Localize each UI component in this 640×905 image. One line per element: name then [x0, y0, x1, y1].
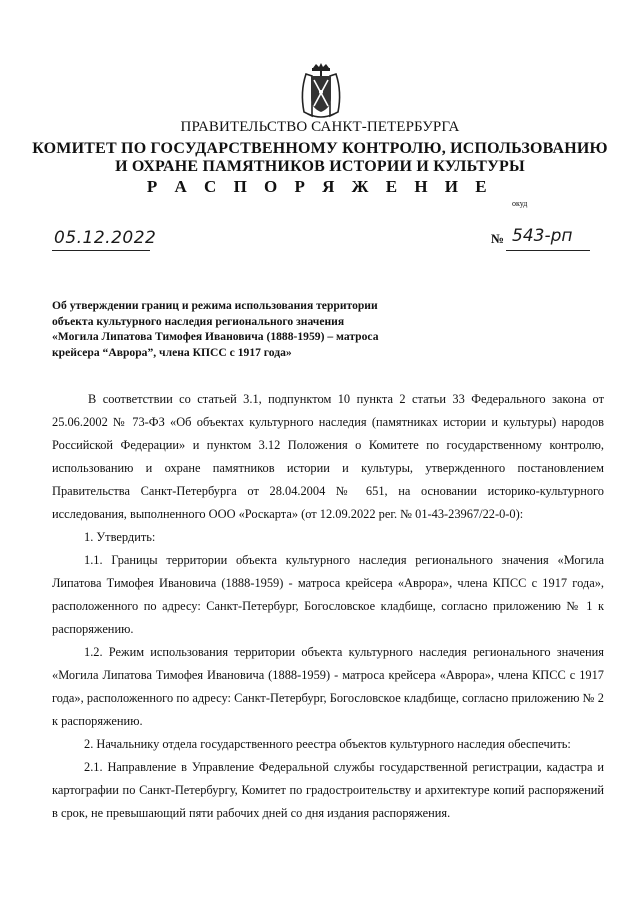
clause-1-1: 1.1. Границы территории объекта культурного наследия регионального значения «Могила Липатова Тимофея Ивановича (1888-1959) - матроса крейсера «Аврора», члена КПСС с 1917 года», расположенного по адресу: Санкт-Петербург, Богословское кладбище, согласно приложению № 1 к распоряжению. [52, 553, 604, 636]
clause-2-1: 2.1. Направление в Управление Федеральной службы государственной регистрации, кадастра и картографии по Санкт-Петербургу, Комитет по градостроительству и архитектуре копий распоряжений в срок, не превышающий пяти рабочих дней со дня издания распоряжения. [52, 760, 604, 820]
number-underline [506, 250, 590, 251]
clause-2: 2. Начальнику отдела государственного реестра объектов культурного наследия обеспечить: [84, 737, 571, 751]
title-line-3: «Могила Липатова Тимофея Ивановича (1888-1959) – матроса [52, 330, 379, 343]
title-line-2: объекта культурного наследия регионального значения [52, 314, 345, 328]
document-date: 05.12.2022 [54, 228, 157, 248]
number-label: № [491, 231, 505, 246]
government-name: ПРАВИТЕЛЬСТВО САНКТ-ПЕТЕРБУРГА [180, 119, 460, 135]
document-title [52, 298, 432, 360]
coat-of-arms-icon [298, 62, 344, 120]
clause-1-2: 1.2. Режим использования территории объекта культурного наследия регионального значения «Могила Липатова Тимофея Ивановича (1888-1959) - матроса крейсера «Аврора», члена КПСС с 1917 года», расположенного по адресу: Санкт-Петербург, Богословское кладбище, согласно приложению № 2 к распоряжению. [52, 645, 604, 728]
title-line-1: Об утверждении границ и режима использования территории [52, 299, 378, 312]
okud-label: окуд [512, 199, 528, 208]
committee-name-line-2: И ОХРАНЕ ПАМЯТНИКОВ ИСТОРИИ И КУЛЬТУРЫ [115, 158, 525, 175]
document-type: Р А С П О Р Я Ж Е Н И Е [146, 177, 494, 196]
clause-1: 1. Утвердить: [84, 530, 156, 544]
document-number: 543-рп [512, 226, 573, 246]
title-line-4: крейсера “Аврора”, члена КПСС с 1917 года» [52, 345, 292, 359]
document-body [52, 388, 604, 825]
preamble-paragraph: В соответствии со статьей 3.1, подпунктом 10 пункта 2 статьи 33 Федерального закона от 25.06.2002 № 73-ФЗ «Об объектах культурного наследия (памятниках истории и культуры) народов Российской Федерации» и пунктом 3.12 Положения о Комитете по государственному контролю, использованию и охране памятников истории и культуры, утвержденного постановлением Правительства Санкт-Петербурга от 28.04.2004 № 651, на основании историко-культурного исследования, выполненного ООО «Роскарта» (от 12.09.2022 рег. № 01-43-23967/22-0-0): [52, 392, 604, 521]
committee-name-line-1: КОМИТЕТ ПО ГОСУДАРСТВЕННОМУ КОНТРОЛЮ, ИСПОЛЬЗОВАНИЮ [32, 140, 608, 157]
date-underline [52, 250, 150, 251]
